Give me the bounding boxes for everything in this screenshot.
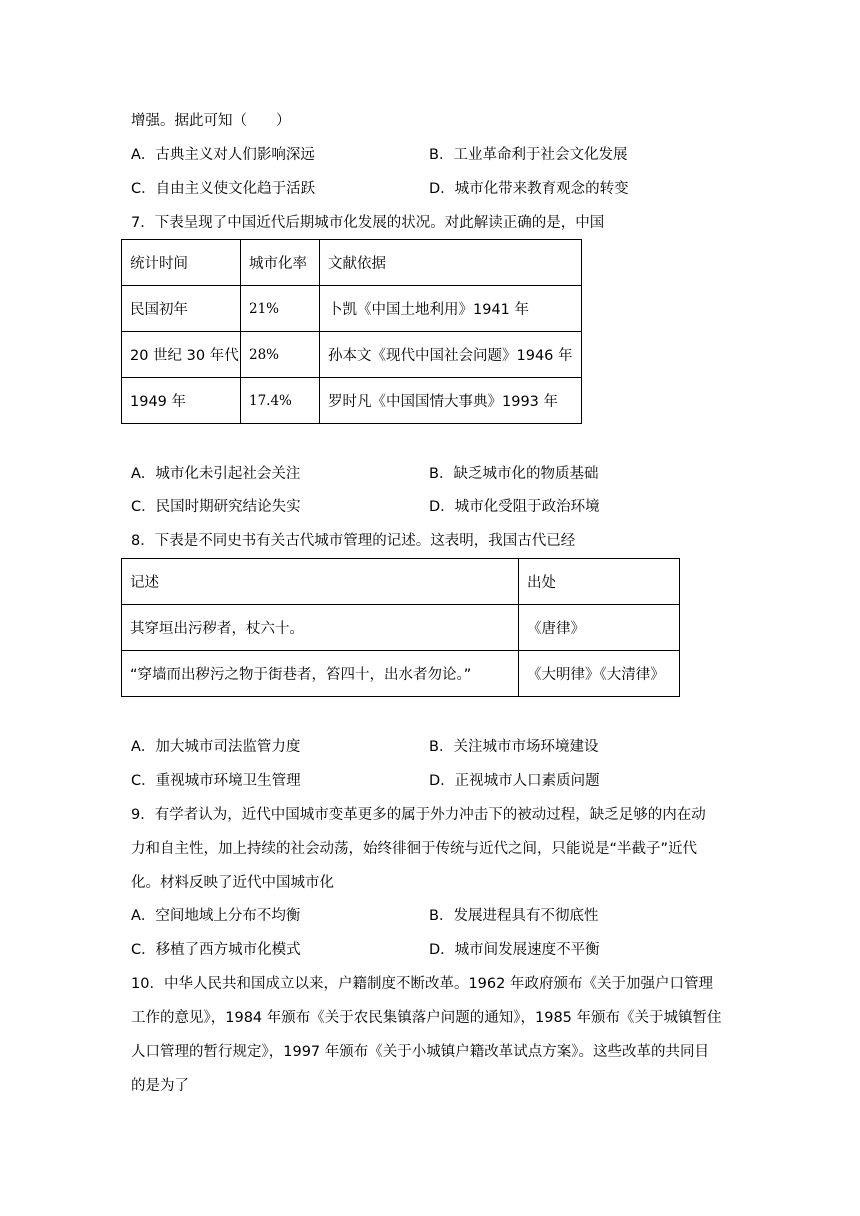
- q7-option-d: D．城市化受阻于政治环境: [429, 499, 600, 515]
- table-cell: 21%: [241, 286, 320, 332]
- table-header-row: [122, 240, 582, 286]
- table-row: [122, 605, 680, 651]
- q7-option-c: C．民国时期研究结论失实: [131, 499, 301, 515]
- q8-option-d: D．正视城市人口素质问题: [429, 773, 600, 789]
- table-cell: 28%: [241, 332, 320, 378]
- q8-option-c: C．重视城市环境卫生管理: [131, 773, 301, 789]
- q9-option-b: B．发展进程具有不彻底性: [429, 908, 599, 924]
- q8-option-b: B．关注城市市场环境建设: [429, 739, 599, 755]
- table-header-cell: 统计时间: [122, 240, 241, 286]
- q9-stem-line: 化。材料反映了近代中国城市化: [131, 875, 334, 891]
- q10-stem-line: 人口管理的暂行规定》，1997 年颁布《关于小城镇户籍改革试点方案》。这些改革的共同目: [131, 1044, 710, 1060]
- table-header-cell: 记述: [122, 559, 519, 605]
- q6-option-b: B．工业革命利于社会文化发展: [429, 147, 628, 163]
- q8-stem: 8．下表是不同史书有关古代城市管理的记述。这表明，我国古代已经: [131, 533, 576, 549]
- table-cell: 《唐律》: [519, 605, 680, 651]
- table-cell: 孙本文《现代中国社会问题》1946 年: [320, 332, 582, 378]
- q9-option-d: D．城市间发展速度不平衡: [429, 942, 600, 958]
- table-cell: 卜凯《中国土地利用》1941 年: [320, 286, 582, 332]
- q6-option-a: A．古典主义对人们影响深远: [131, 147, 315, 163]
- table-cell: 民国初年: [122, 286, 241, 332]
- q7-option-a: A．城市化未引起社会关注: [131, 466, 301, 482]
- q9-stem-line: 9．有学者认为，近代中国城市变革更多的属于外力冲击下的被动过程，缺乏足够的内在动: [131, 807, 706, 823]
- q6-option-d: D．城市化带来教育观念的转变: [429, 181, 629, 197]
- table-cell: 17.4%: [241, 378, 320, 424]
- q10-stem-line: 的是为了: [131, 1078, 189, 1094]
- q7-stem: 7．下表呈现了中国近代后期城市化发展的状况。对此解读正确的是，中国: [131, 215, 605, 231]
- table-header-cell: 文献依据: [320, 240, 582, 286]
- q9-option-c: C．移植了西方城市化模式: [131, 942, 301, 958]
- q9-stem: [131, 798, 731, 900]
- q10-stem: [131, 967, 731, 1103]
- table-cell: 《大明律》《大清律》: [519, 651, 680, 697]
- table-row: [122, 286, 582, 332]
- table-row: [122, 332, 582, 378]
- q7-option-b: B．缺乏城市化的物质基础: [429, 466, 599, 482]
- q7-table: [121, 239, 582, 424]
- table-header-row: [122, 559, 680, 605]
- table-header-cell: 出处: [519, 559, 680, 605]
- table-row: [122, 651, 680, 697]
- q6-option-c: C．自由主义使文化趋于活跃: [131, 181, 316, 197]
- q6-stem-end: 增强。据此可知（ ）: [131, 113, 291, 129]
- q9-stem-line: 力和自主性，加上持续的社会动荡，始终徘徊于传统与近代之间，只能说是“半截子”近代: [131, 841, 698, 857]
- q8-option-a: A．加大城市司法监管力度: [131, 739, 301, 755]
- q10-stem-line: 工作的意见》，1984 年颁布《关于农民集镇落户问题的通知》，1985 年颁布《关于城镇暂住: [131, 1010, 722, 1026]
- q9-option-a: A．空间地域上分布不均衡: [131, 908, 301, 924]
- table-header-cell: 城市化率: [241, 240, 320, 286]
- table-cell: 20 世纪 30 年代: [122, 332, 241, 378]
- q10-stem-line: 10．中华人民共和国成立以来，户籍制度不断改革。1962 年政府颁布《关于加强户口管理: [131, 976, 713, 992]
- table-cell: 1949 年: [122, 378, 241, 424]
- q8-table: [121, 558, 680, 697]
- table-row: [122, 378, 582, 424]
- table-cell: 其穿垣出污秽者，杖六十。: [122, 605, 519, 651]
- table-cell: “穿墙而出秽污之物于街巷者，笞四十，出水者勿论。”: [122, 651, 519, 697]
- table-cell: 罗时凡《中国国情大事典》1993 年: [320, 378, 582, 424]
